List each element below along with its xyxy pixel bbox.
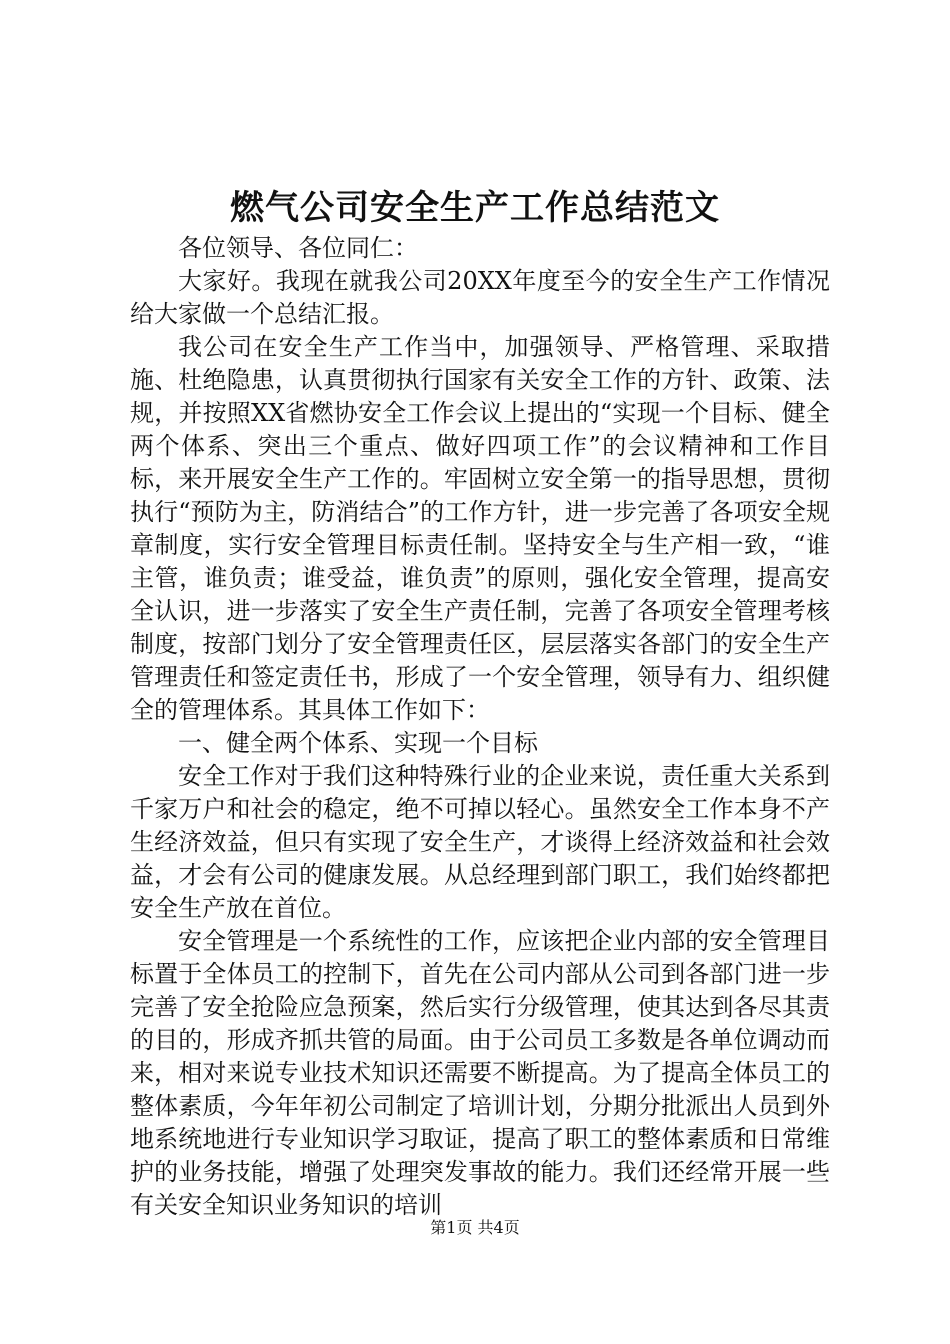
section-heading-1: 一、健全两个体系、实现一个目标	[178, 729, 538, 757]
document-title: 燃气公司安全生产工作总结范文	[230, 188, 720, 228]
page-number-footer: 第1页 共4页	[430, 1218, 520, 1237]
overview-paragraph: 我公司在安全生产工作当中，加强领导、严格管理、采取措施、杜绝隐患，认真贯彻执行国家有关安全工作的方针、政策、法规，并按照XX省燃协安全工作会议上提出的“实现一个目标、健全两个体系、突出三个重点、做好四项工作”的会议精神和工作目标，来开展安全生产工作的。牢固树立安全第一的指导思想，贯彻执行“预防为主，防消结合”的工作方针，进一步完善了各项安全规章制度，实行安全管理目标责任制。坚持安全与生产相一致，“谁主管，谁负责；谁受益，谁负责”的原则，强化安全管理，提高安全认识，进一步落实了安全生产责任制，完善了各项安全管理考核制度，按部门划分了安全管理责任区，层层落实各部门的安全生产管理责任和签定责任书，形成了一个安全管理，领导有力、组织健全的管理体系。其具体工作如下：	[130, 333, 830, 724]
document-body	[130, 232, 830, 1222]
safety-management-paragraph: 安全管理是一个系统性的工作，应该把企业内部的安全管理目标置于全体员工的控制下，首先在公司内部从公司到各部门进一步完善了安全抢险应急预案，然后实行分级管理，使其达到各尽其责的目的，形成齐抓共管的局面。由于公司员工多数是各单位调动而来，相对来说专业技术知识还需要不断提高。为了提高全体员工的整体素质，今年年初公司制定了培训计划，分期分批派出人员到外地系统地进行专业知识学习取证，提高了职工的整体素质和日常维护的业务技能，增强了处理突发事故的能力。我们还经常开展一些有关安全知识业务知识的培训	[130, 927, 830, 1219]
salutation-paragraph: 各位领导、各位同仁：	[178, 234, 418, 262]
greeting-paragraph: 大家好。我现在就我公司20XX年度至今的安全生产工作情况给大家做一个总结汇报。	[130, 267, 830, 328]
safety-importance-paragraph: 安全工作对于我们这种特殊行业的企业来说，责任重大关系到千家万户和社会的稳定，绝不可掉以轻心。虽然安全工作本身不产生经济效益，但只有实现了安全生产，才谈得上经济效益和社会效益，才会有公司的健康发展。从总经理到部门职工，我们始终都把安全生产放在首位。	[130, 762, 830, 922]
